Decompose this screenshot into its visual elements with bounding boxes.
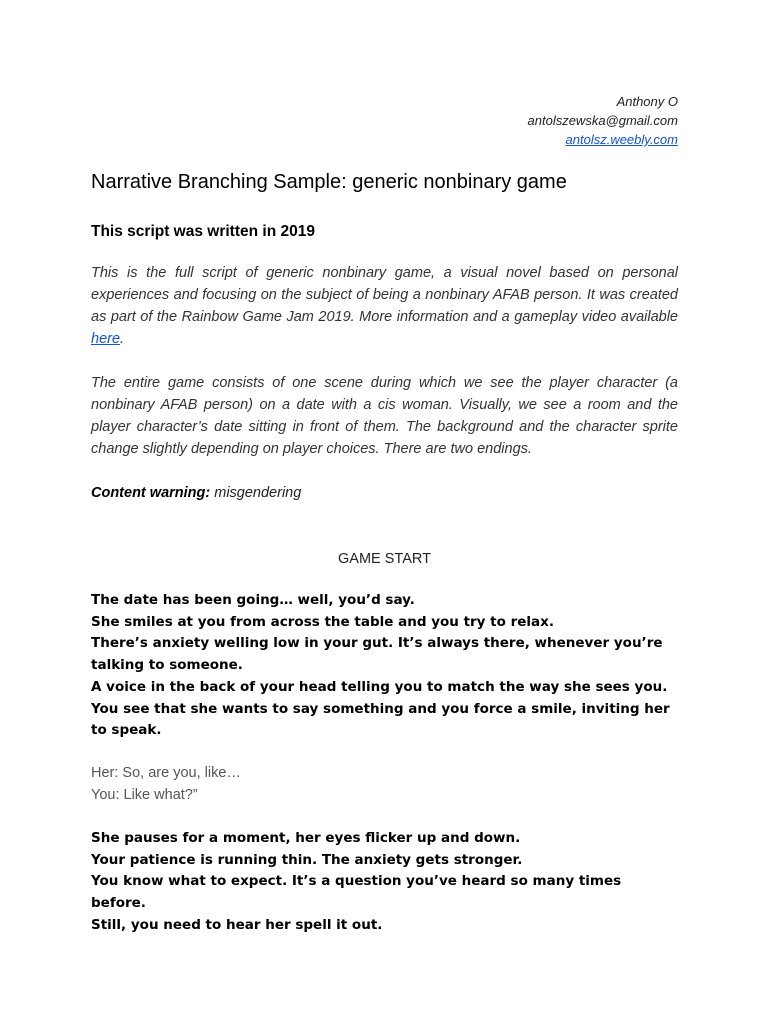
game-start-heading: GAME START xyxy=(338,551,431,567)
document-title: Narrative Branching Sample: generic nonbinary game xyxy=(91,171,567,193)
narration-line: The date has been going… well, you’d say. xyxy=(91,592,415,608)
intro-paragraph xyxy=(91,262,678,350)
document-body xyxy=(91,168,678,936)
narration-block-2 xyxy=(91,828,678,937)
narration-line: A voice in the back of your head telling you to match the way she sees you. xyxy=(91,678,668,695)
author-name: Anthony O xyxy=(616,94,678,109)
narration-line: You know what to expect. It’s a question you’ve heard so many times before. xyxy=(91,873,622,912)
narration-line: She smiles at you from across the table and you try to relax. xyxy=(91,613,555,630)
narration-block-1 xyxy=(91,590,678,742)
author-block xyxy=(528,92,678,149)
author-website-link[interactable]: antolsz.weebly.com xyxy=(565,132,678,147)
narration-line: She pauses for a moment, her eyes flicker up and down. xyxy=(91,829,521,846)
dialogue-block xyxy=(91,762,678,806)
document-subtitle: This script was written in 2019 xyxy=(91,223,315,240)
dialogue-line: Her: So, are you, like… xyxy=(91,764,241,781)
narration-line: You see that she wants to say something and you force a smile, inviting her to speak. xyxy=(91,700,670,739)
dialogue-line: You: Like what?” xyxy=(91,786,198,803)
description-paragraph: The entire game consists of one scene during which we see the player character (a nonbinary AFAB person) on a date with a cis woman. Visually, we see a room and the player character’s date sitting in front of them. The background and the character sprite change slightly depending on player choices. There are two endings. xyxy=(91,375,678,457)
narration-line: There’s anxiety welling low in your gut. It’s always there, whenever you’re talking to someone. xyxy=(91,635,663,674)
author-email: antolszewska@gmail.com xyxy=(527,113,678,128)
intro-end: . xyxy=(120,331,125,347)
here-link[interactable]: here xyxy=(91,331,121,347)
narration-line: Still, you need to hear her spell it out. xyxy=(91,916,383,933)
content-warning-label: Content warning: xyxy=(91,485,211,501)
content-warning-value: misgendering xyxy=(210,485,302,501)
intro-text: This is the full script of generic nonbinary game, a visual novel based on personal experiences and focusing on the subject of being a nonbinary AFAB person. It was created as part of the Rainbow Game Jam 2019. More information and a gameplay video available xyxy=(91,265,678,325)
content-warning xyxy=(91,482,678,504)
narration-line: Your patience is running thin. The anxiety gets stronger. xyxy=(91,851,523,868)
